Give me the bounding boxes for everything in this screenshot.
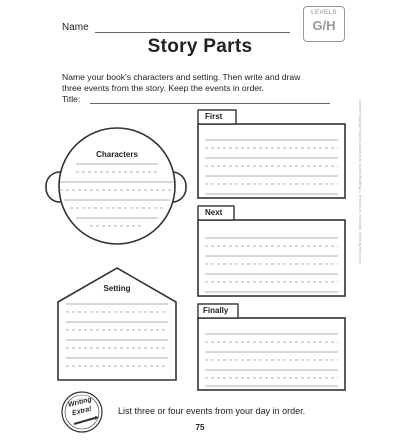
name-label: Name	[62, 22, 89, 33]
page-number: 75	[195, 423, 205, 432]
page-title: Story Parts	[147, 36, 253, 57]
setting-label: Setting	[103, 284, 131, 293]
instructions: Name your book's characters and setting. Then write and draw three events from the story. Keep the events in order.	[62, 72, 301, 93]
side-credit: Leveled Reading Response Activities for Guided Reading © Brenda Lee, Scholastic Teaching Resources	[358, 100, 362, 264]
event-box-next	[198, 206, 345, 296]
writing-extra-prompt: List three or four events from your day in order.	[118, 406, 306, 416]
event-tab-finally: Finally	[203, 306, 229, 315]
levels-value: G/H	[312, 18, 336, 33]
badge-line-2: Extra!	[71, 405, 93, 418]
characters-shape	[46, 128, 186, 244]
event-box-first	[198, 110, 345, 198]
levels-label: LEVELS	[311, 10, 337, 16]
event-box-finally	[198, 304, 345, 390]
event-tab-next: Next	[205, 208, 223, 217]
event-tab-first: First	[205, 112, 223, 121]
badge-line-1: Writing	[67, 396, 93, 409]
title-field-label: Title:	[62, 94, 81, 104]
characters-label: Characters	[96, 150, 138, 159]
